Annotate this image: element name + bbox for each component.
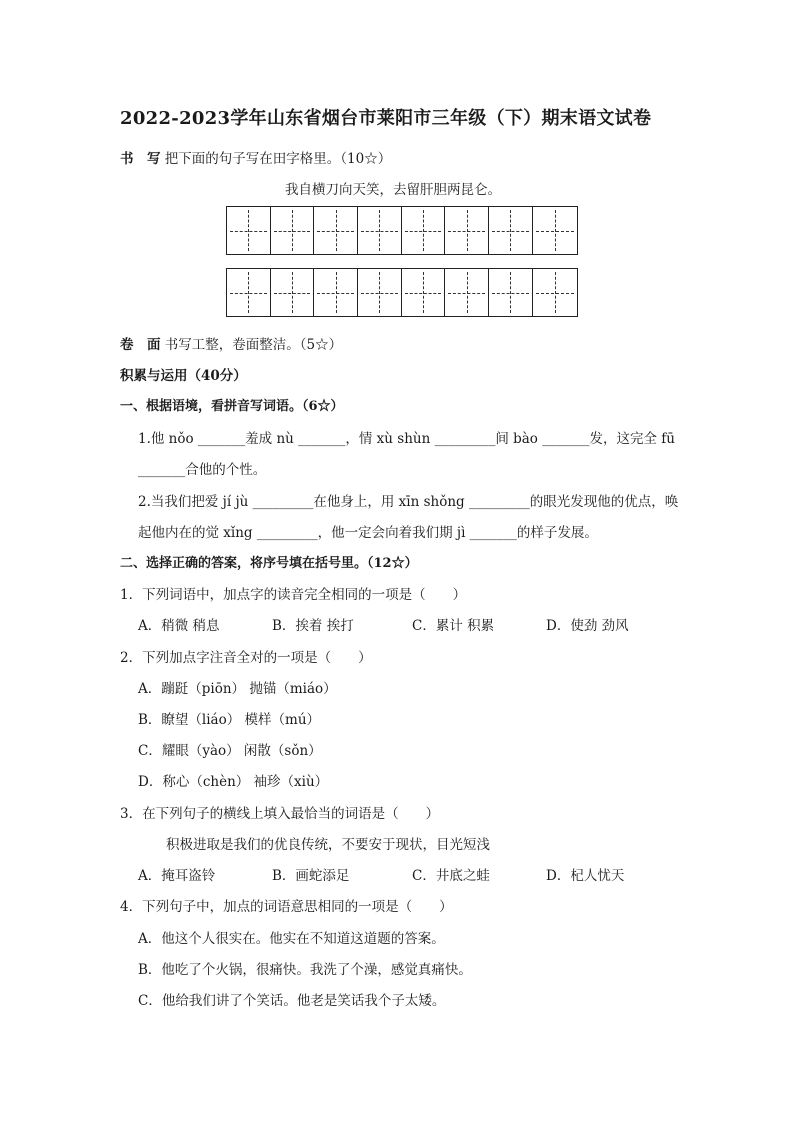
tianzige-cell[interactable] [533,207,577,254]
cell-guide-horizontal [230,293,267,294]
q2-item-1-option-b[interactable]: B．挨着 挨打 [272,618,354,634]
q1-line-4: 起他内在的觉 xǐng _________，他一定会向着我们期 jì _______的样子发展。 [138,525,598,541]
q1-line-3: 2.当我们把爱 jí jù _________在他身上，用 xīn shǒng _________的眼光发现他的优点，唤 [138,494,679,510]
cell-guide-horizontal [536,231,574,232]
q2-item-3-option-d[interactable]: D．杞人忧天 [546,868,625,884]
paper-text: 书写工整，卷面整洁。（5☆） [164,337,343,353]
paper-row [120,333,342,353]
tianzige-cell[interactable] [227,207,271,254]
tianzige-grid-row-2[interactable] [226,268,578,317]
q2-item-4-stem: 4．下列句子中，加点的词语意思相同的一项是（ ） [120,899,453,915]
q2-item-1-option-c[interactable]: C．累计 积累 [412,618,495,634]
cell-guide-horizontal [361,231,398,232]
q2-heading: 二、选择正确的答案，将序号填在括号里。（12☆） [120,556,418,571]
tianzige-cell[interactable] [445,207,489,254]
tianzige-cell[interactable] [358,269,402,316]
q2-item-4-option-c[interactable]: C．他给我们讲了个笑话。他老是笑话我个子太矮。 [138,993,446,1009]
tianzige-cell[interactable] [314,207,358,254]
tianzige-cell[interactable] [489,269,533,316]
cell-guide-horizontal [405,231,442,232]
cell-guide-horizontal [405,293,442,294]
writing-row [120,147,391,167]
writing-label: 书 写 [120,151,161,167]
q2-item-4-option-b[interactable]: B．他吃了个火锅，很痛快。我洗了个澡，感觉真痛快。 [138,962,472,978]
tianzige-cell[interactable] [358,207,402,254]
cell-guide-horizontal [448,231,485,232]
tianzige-cell[interactable] [402,269,446,316]
tianzige-cell[interactable] [271,269,315,316]
q2-item-2-option-a[interactable]: A．蹦跹（piōn） 抛锚（miáo） [138,681,337,697]
cell-guide-horizontal [317,293,354,294]
tianzige-grid-row-1[interactable] [226,206,578,255]
q2-item-1-option-a[interactable]: A．稍微 稍息 [138,618,220,634]
tianzige-cell[interactable] [533,269,577,316]
section-title: 积累与运用（40分） [120,368,247,384]
q2-item-3-option-a[interactable]: A．掩耳盗铃 [138,868,216,884]
q2-item-2-option-d[interactable]: D．称心（chèn） 袖珍（xiù） [138,774,329,790]
q2-item-3-option-c[interactable]: C．井底之蛙 [412,868,490,884]
tianzige-cell[interactable] [489,207,533,254]
cell-guide-horizontal [230,231,267,232]
q1-line-1: 1.他 nǒo _______羞成 nù _______，情 xù shùn _________间 bào _______发，这完全 fū [138,431,675,447]
q1-heading: 一、根据语境，看拼音写词语。（6☆） [120,399,344,414]
q2-item-4-option-a[interactable]: A．他这个人很实在。他实在不知道这道题的答案。 [138,931,445,947]
cell-guide-horizontal [536,293,574,294]
q2-item-2-stem: 2．下列加点字注音全对的一项是（ ） [120,650,372,666]
tianzige-cell[interactable] [227,269,271,316]
writing-sentence: 我自横刀向天笑，去留肝胆两昆仑。 [285,182,501,198]
paper-label: 卷 面 [120,337,161,353]
q2-item-3-sentence: 积极进取是我们的优良传统，不要安于现状，目光短浅 [166,837,490,853]
cell-guide-horizontal [492,231,529,232]
q2-item-2-option-c[interactable]: C．耀眼（yào） 闲散（sǒn） [138,743,322,759]
tianzige-cell[interactable] [271,207,315,254]
q2-item-1-option-d[interactable]: D．使劲 劲风 [546,618,629,634]
cell-guide-horizontal [274,293,311,294]
writing-instruction: 把下面的句子写在田字格里。（10☆） [164,151,392,167]
tianzige-cell[interactable] [402,207,446,254]
cell-guide-horizontal [492,293,529,294]
q2-item-1-stem: 1．下列词语中，加点字的读音完全相同的一项是（ ） [120,587,467,603]
cell-guide-horizontal [448,293,485,294]
cell-guide-horizontal [317,231,354,232]
q2-item-3-option-b[interactable]: B．画蛇添足 [272,868,350,884]
q2-item-3-stem: 3．在下列句子的横线上填入最恰当的词语是（ ） [120,806,440,822]
page-title: 2022-2023学年山东省烟台市莱阳市三年级（下）期末语文试卷 [120,108,652,129]
cell-guide-horizontal [274,231,311,232]
tianzige-cell[interactable] [445,269,489,316]
cell-guide-horizontal [361,293,398,294]
tianzige-cell[interactable] [314,269,358,316]
q1-line-2: _______合他的个性。 [138,462,267,478]
q2-item-2-option-b[interactable]: B．瞭望（liáo） 模样（mú） [138,712,321,728]
